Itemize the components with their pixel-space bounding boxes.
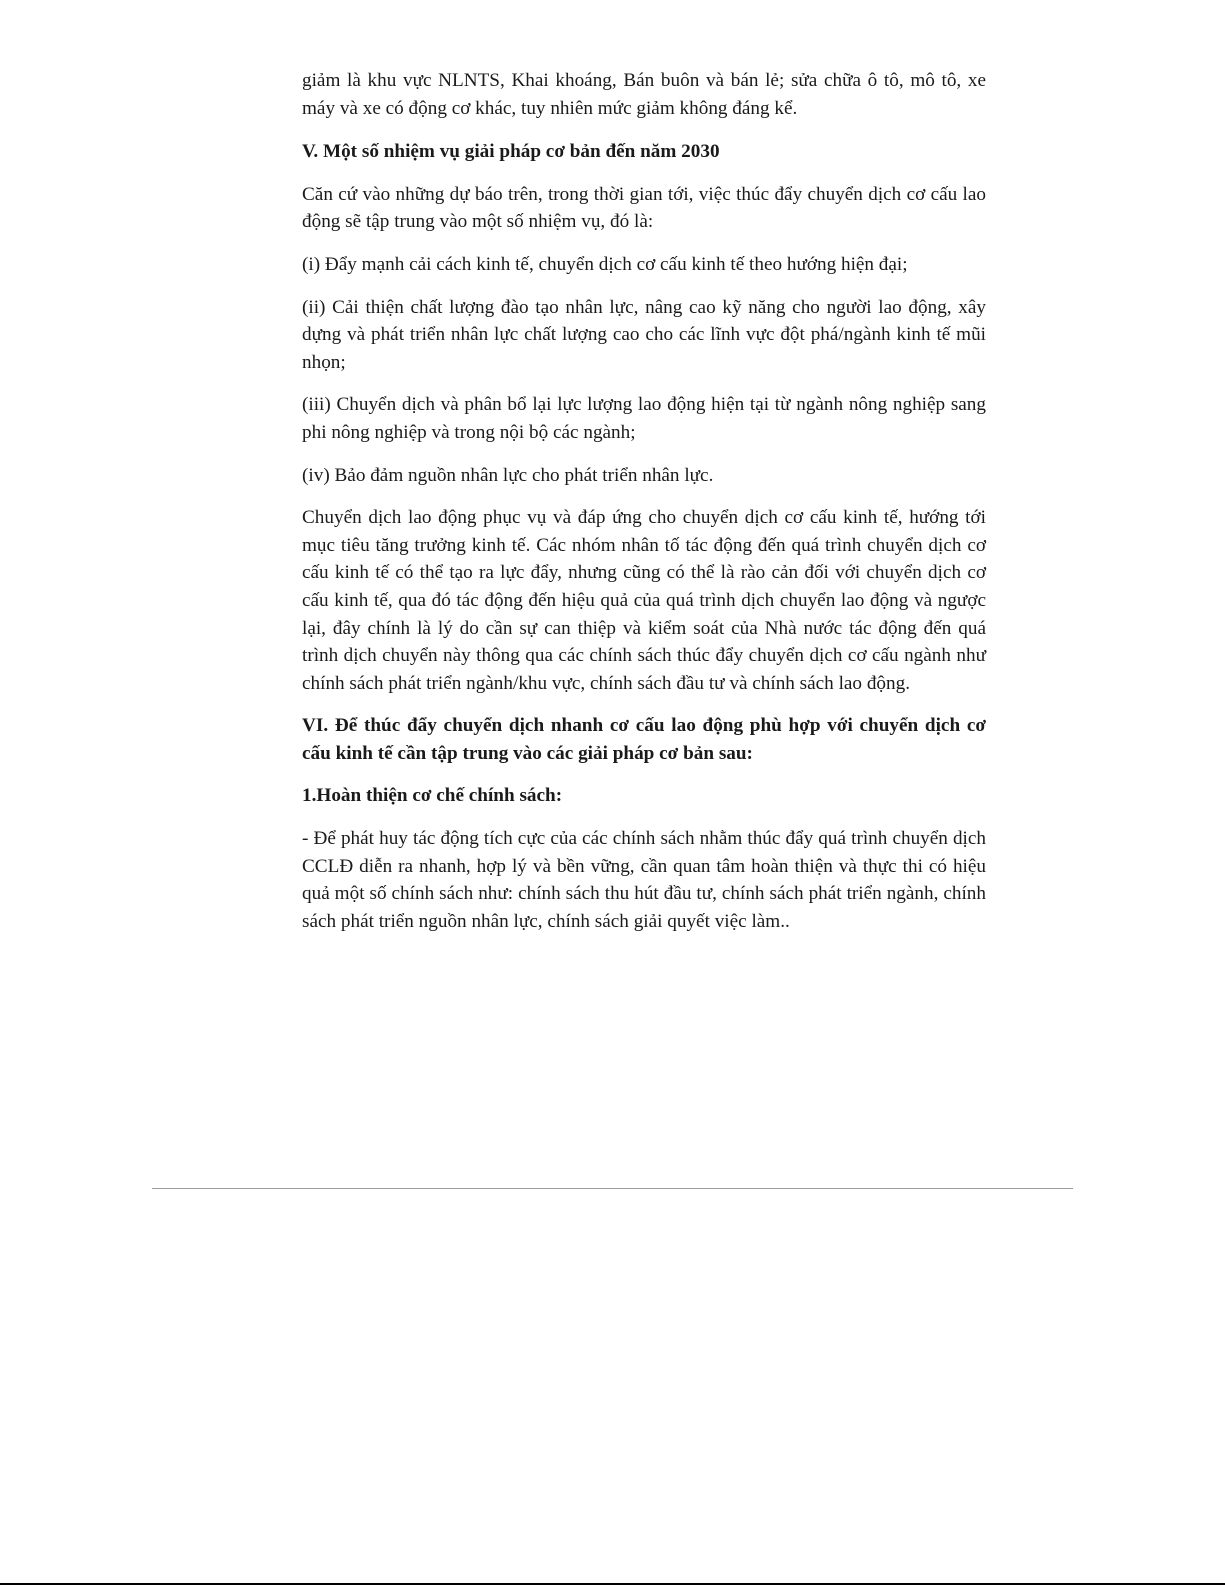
- paragraph-labor-shift: Chuyển dịch lao động phục vụ và đáp ứng cho chuyển dịch cơ cấu kinh tế, hướng tới mục tiêu tăng trưởng kinh tế. Các nhóm nhân tố tác động đến quá trình chuyển dịch cơ cấu kinh tế có thể tạo ra lực đẩy, nhưng cũng có thể là rào cản đối với chuyển dịch cơ cấu kinh tế, qua đó tác động đến hiệu quả của quá trình dịch chuyển lao động và ngược lại, đây chính là lý do cần sự can thiệp và kiểm soát của Nhà nước tác động đến quá trình dịch chuyển này thông qua các chính sách thúc đẩy chuyển dịch cơ cấu ngành như chính sách phát triển ngành/khu vực, chính sách đầu tư và chính sách lao động.: [302, 507, 986, 694]
- heading-section-v: V. Một số nhiệm vụ giải pháp cơ bản đến năm 2030: [302, 141, 720, 163]
- heading-section-vi: VI. Để thúc đẩy chuyển dịch nhanh cơ cấu lao động phù hợp với chuyển dịch cơ cấu kinh tế cần tập trung vào các giải pháp cơ bản sau:: [302, 715, 986, 764]
- list-item-task-iv: (iv) Bảo đảm nguồn nhân lực cho phát triển nhân lực.: [302, 464, 714, 486]
- paragraph-policy: - Để phát huy tác động tích cực của các chính sách nhằm thúc đẩy quá trình chuyển dịch CCLĐ diễn ra nhanh, hợp lý và bền vững, cần quan tâm hoàn thiện và thực thi có hiệu quả một số chính sách như: chính sách thu hút đầu tư, chính sách phát triển ngành, chính sách phát triển nguồn nhân lực, chính sách giải quyết việc làm..: [302, 828, 986, 932]
- list-item-task-iii: (iii) Chuyển dịch và phân bổ lại lực lượng lao động hiện tại từ ngành nông nghiệp sang phi nông nghiệp và trong nội bộ các ngành;: [302, 394, 986, 443]
- page-separator-line: [152, 1188, 1073, 1189]
- paragraph-intro-continuation: giảm là khu vực NLNTS, Khai khoáng, Bán buôn và bán lẻ; sửa chữa ô tô, mô tô, xe máy và xe có động cơ khác, tuy nhiên mức giảm không đáng kể.: [302, 70, 986, 119]
- paragraph-tasks-intro: Căn cứ vào những dự báo trên, trong thời gian tới, việc thúc đẩy chuyển dịch cơ cấu lao động sẽ tập trung vào một số nhiệm vụ, đó là:: [302, 183, 986, 233]
- document-body: [302, 67, 986, 950]
- list-item-task-ii: (ii) Cải thiện chất lượng đào tạo nhân lực, nâng cao kỹ năng cho người lao động, xây dựng và phát triển nhân lực chất lượng cao cho các lĩnh vực đột phá/ngành kinh tế mũi nhọn;: [302, 296, 986, 373]
- list-item-task-i: (i) Đẩy mạnh cải cách kinh tế, chuyển dịch cơ cấu kinh tế theo hướng hiện đại;: [302, 253, 908, 275]
- heading-subsection-1: 1.Hoàn thiện cơ chế chính sách:: [302, 785, 563, 807]
